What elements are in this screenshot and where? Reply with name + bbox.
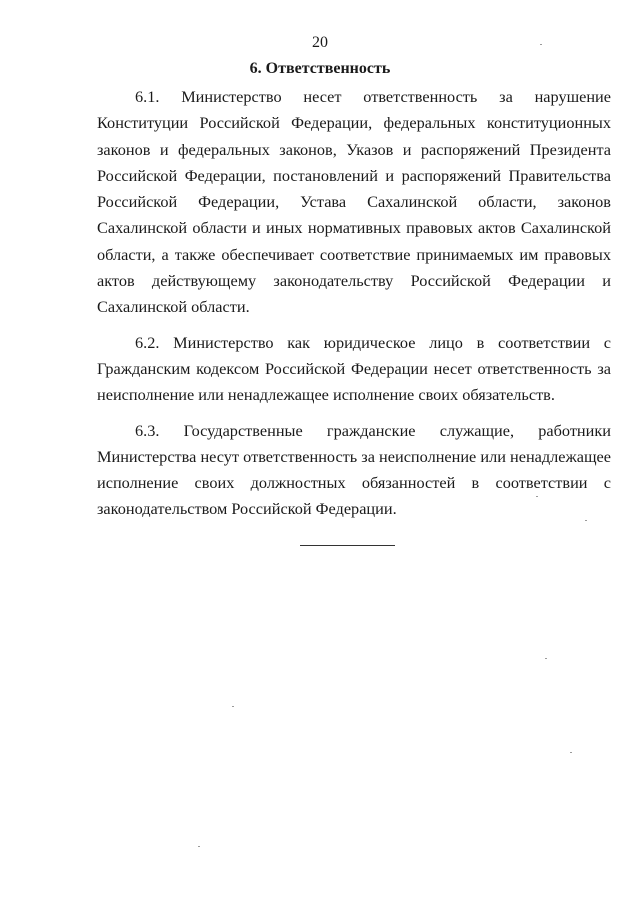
scan-speck [198,846,200,847]
document-body [97,84,611,532]
paragraph-6-3: 6.3. Государственные гражданские служащие, работники Министерства несут ответственность за неисполнение или ненадлежащее исполнение своих должностных обязанностей в соответствии с законодательством Российской Федерации. [97,420,611,519]
scan-speck [540,44,542,45]
scan-speck [570,752,572,753]
end-separator-line [300,545,395,546]
section-title: 6. Ответственность [249,60,391,77]
scan-speck [232,706,234,707]
scan-speck [585,520,587,521]
paragraph-6-2: 6.2. Министерство как юридическое лицо в соответствии с Гражданским кодексом Российской Федерации несет ответственность за неисполнение или ненадлежащее исполнение своих обязательств. [97,332,611,405]
scan-speck [536,496,538,497]
page-number: 20 [312,34,328,51]
scan-speck [545,658,547,659]
paragraph-6-1: 6.1. Министерство несет ответственность за нарушение Конституции Российской Федерации, федеральных конституционных законов и федеральных законов, Указов и распоряжений Президента Российской Федерации, постановлений и распоряжений Правительства Российской Федерации, Устава Сахалинской области, законов Сахалинской области и иных нормативных правовых актов Сахалинской области, а также обеспечивает соответствие принимаемых им правовых актов действующему законодательству Российской Федерации и Сахалинской области. [97,87,611,317]
